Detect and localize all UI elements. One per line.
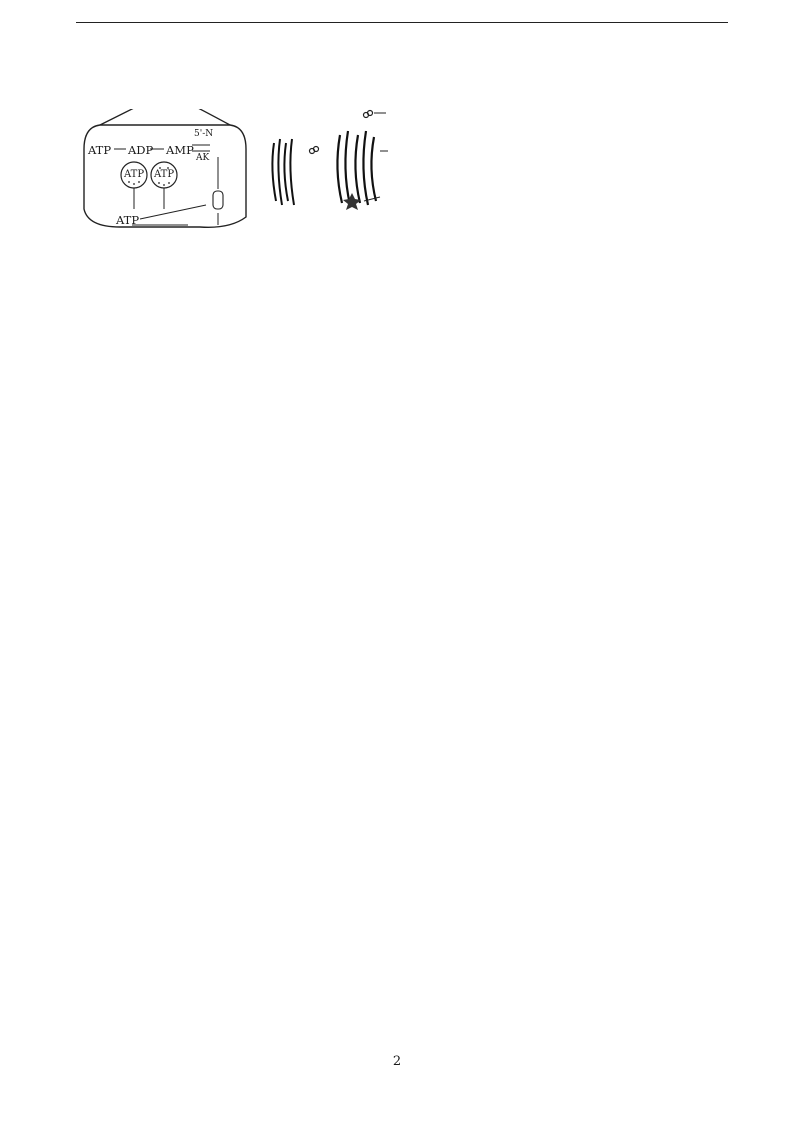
- paragraph-line: [76, 941, 728, 972]
- paragraph-line: [76, 629, 728, 660]
- paragraph-line: [76, 78, 728, 109]
- paragraph-line: [76, 879, 728, 910]
- document-body: [76, 78, 728, 1035]
- figure-block: [76, 109, 728, 255]
- paragraph-line: [76, 567, 728, 598]
- paragraph-line: [76, 474, 728, 505]
- cell-diagram: [80, 109, 264, 255]
- paragraph-line: [76, 349, 728, 380]
- label-ak: AK: [196, 153, 210, 164]
- paragraph-line: [76, 692, 728, 723]
- paragraph-line: [76, 442, 728, 473]
- paragraph-line: [76, 817, 728, 848]
- figure-2: [268, 109, 528, 255]
- label-vesicle-atp-1: ATP: [124, 169, 145, 181]
- paragraph-line: [76, 910, 728, 941]
- paragraph-line: [76, 380, 728, 411]
- paragraph-line: [76, 785, 728, 816]
- page-number: 2: [392, 1054, 402, 1069]
- paragraph-line: [76, 411, 728, 442]
- label-amp: AMP: [166, 143, 194, 158]
- label-atp: ATP: [88, 143, 112, 158]
- label-adp: ADP: [128, 143, 154, 158]
- label-5n: 5'-N: [194, 129, 214, 140]
- paragraph-line: [76, 661, 728, 692]
- paragraph-line: [76, 536, 728, 567]
- paragraph-line: [76, 723, 728, 754]
- sensor-diagram: [268, 109, 528, 255]
- paragraph-line: [76, 1004, 728, 1035]
- paragraph-line: [76, 598, 728, 629]
- paragraph-line: [76, 848, 728, 879]
- paragraph-line: [76, 754, 728, 785]
- paragraph-line: [76, 318, 728, 349]
- paragraph-line: [76, 255, 728, 286]
- figure-1: [80, 109, 264, 255]
- label-vesicle-atp-2: ATP: [154, 169, 175, 181]
- paragraph-line: [76, 286, 728, 317]
- label-atp-outside: ATP: [116, 213, 140, 228]
- paragraph-line: [76, 505, 728, 536]
- paragraph-line: [76, 973, 728, 1004]
- header-rule: [76, 22, 728, 23]
